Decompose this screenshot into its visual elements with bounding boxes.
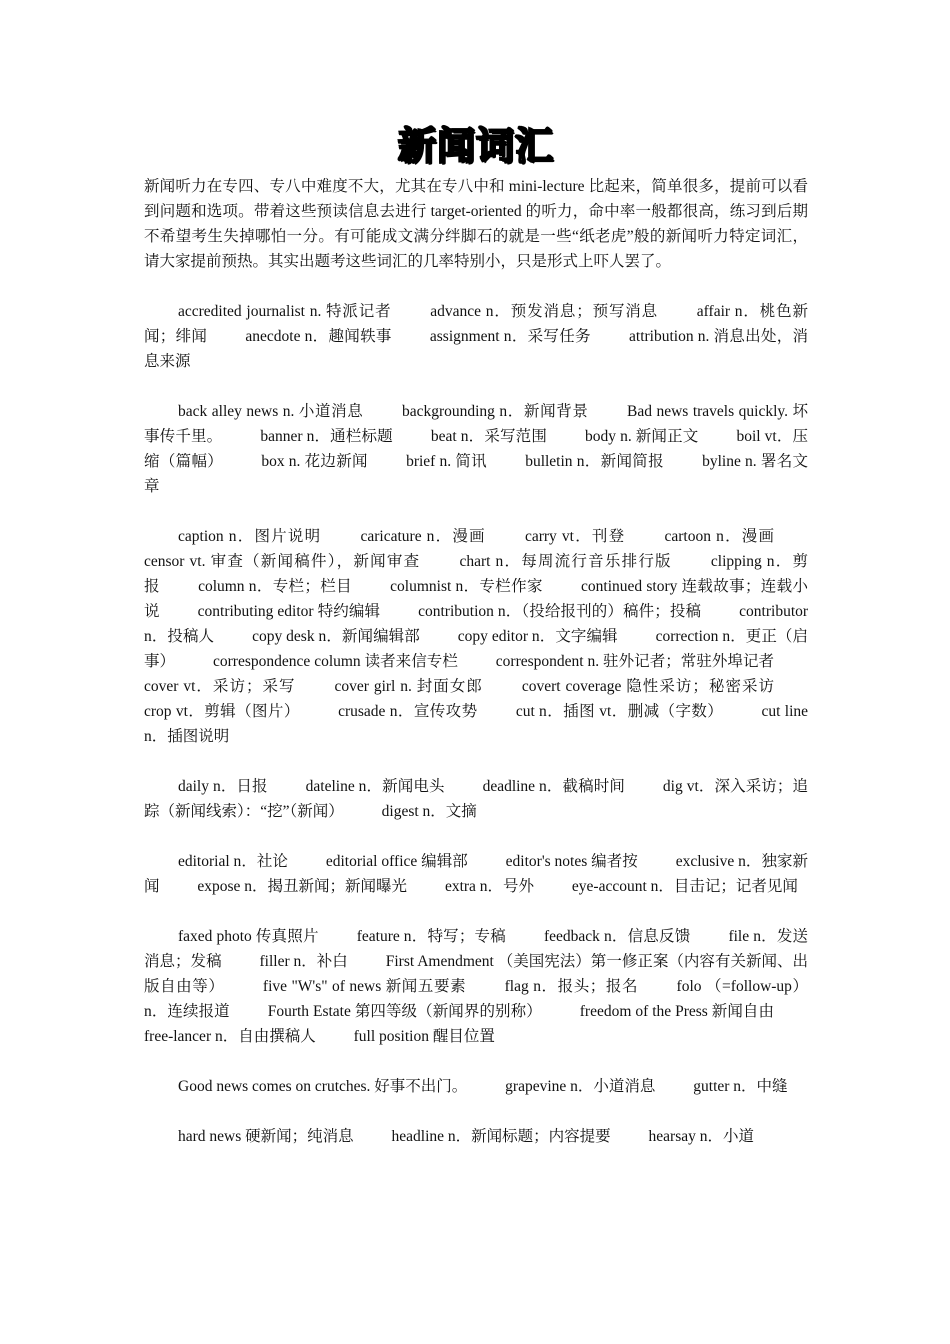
vocab-entry: assignment n．采写任务: [429, 328, 591, 345]
vocab-entry: copy desk n．新闻编辑部: [252, 628, 420, 645]
intro-paragraph: 新闻听力在专四、专八中难度不大，尤其在专八中和 mini-lecture 比起来，简单很多，提前可以看到问题和选项。带着这些预读信息去进行 target-oriented 的听力，命中率一般都很高，练习到后期不希望考生失掉哪怕一分。有可能成文满分绊脚石的就是一些“纸老虎”般的新闻听力特定词汇，请大家提前预热。其实出题考这些词汇的几率特别小，只是形式上吓人罢了。: [144, 178, 808, 270]
vocab-entry: brief n. 简讯: [406, 453, 487, 470]
vocab-entry: columnist n．专栏作家: [390, 578, 543, 595]
vocab-entry: hearsay n．小道: [648, 1128, 755, 1145]
vocab-section-f: [144, 924, 808, 1049]
vocab-entry: clipping n．剪报: [144, 553, 809, 595]
vocab-entry: exclusive n．独家新闻: [144, 853, 808, 895]
vocab-entry: beat n．采写范围: [430, 428, 547, 445]
vocab-section-c: [144, 524, 808, 749]
vocab-section-g: [144, 1074, 808, 1099]
document-title: 新闻词汇: [397, 124, 554, 168]
vocab-entry: eye-account n．目击记；记者见闻: [571, 878, 798, 895]
vocab-entry: editorial office 编辑部: [325, 853, 468, 870]
vocab-entry: cover vt．采访；采写: [144, 678, 296, 695]
vocab-entry: byline n. 署名文章: [144, 453, 809, 495]
vocab-entry: cover girl n. 封面女郎: [334, 678, 483, 695]
vocab-entry: hard news 硬新闻；纯消息: [178, 1128, 354, 1145]
vocab-entry: accredited journalist n. 特派记者: [178, 303, 392, 320]
vocab-entry: flag n．报头；报名: [504, 978, 639, 995]
vocab-entry: five "W's" of news 新闻五要素: [262, 978, 467, 995]
vocab-entry: back alley news n. 小道消息: [178, 403, 364, 420]
vocab-entry: grapevine n．小道消息: [505, 1078, 656, 1095]
vocab-entry: filler n．补白: [259, 953, 348, 970]
vocab-entry: correspondence column 读者来信专栏: [213, 653, 458, 670]
vocab-entry: covert coverage 隐性采访；秘密采访: [521, 678, 775, 695]
vocab-entry: caption n．图片说明: [178, 528, 322, 545]
vocab-section-a: [144, 299, 808, 374]
vocab-entry: carry vt．刊登: [524, 528, 626, 545]
vocab-entry: feedback n．信息反馈: [543, 928, 691, 945]
vocab-entry: folo （=follow-up） n．连续报道: [144, 978, 809, 1020]
vocab-entry: expose n．揭丑新闻；新闻曝光: [197, 878, 408, 895]
vocab-entry: continued story 连载故事；连载小说: [144, 578, 808, 620]
vocab-entry: copy editor n．文字编辑: [457, 628, 618, 645]
vocab-section-d: [144, 774, 808, 824]
vocab-entry: backgrounding n．新闻背景: [401, 403, 589, 420]
vocab-entry: dateline n．新闻电头: [305, 778, 445, 795]
vocab-entry: chart n．每周流行音乐排行版: [459, 553, 672, 570]
vocab-entry: caricature n．漫画: [360, 528, 486, 545]
vocab-entry: editorial n．社论: [178, 853, 288, 870]
vocab-entry: crop vt．剪辑（图片）: [144, 703, 300, 720]
vocabulary-list: [144, 299, 808, 1149]
vocab-section-h: [144, 1124, 808, 1149]
vocab-entry: full position 醒目位置: [353, 1028, 495, 1045]
vocab-entry: banner n．通栏标题: [260, 428, 393, 445]
vocab-entry: crusade n．宣传攻势: [338, 703, 478, 720]
vocab-entry: cut line n．插图说明: [144, 703, 809, 745]
vocab-entry: digest n．文摘: [381, 803, 477, 820]
vocab-entry: free-lancer n．自由撰稿人: [144, 1028, 316, 1045]
vocab-entry: body n. 新闻正文: [585, 428, 699, 445]
vocab-entry: First Amendment （美国宪法）第一修正案（内容有关新闻、出版自由等）: [144, 953, 809, 995]
vocab-entry: contributing editor 特约编辑: [197, 603, 381, 620]
vocab-entry: file n．发送消息；发稿: [144, 928, 809, 970]
vocab-entry: correspondent n. 驻外记者；常驻外埠记者: [495, 653, 774, 670]
vocab-entry: advance n．预发消息；预写消息: [430, 303, 659, 320]
vocab-entry: editor's notes 编者按: [505, 853, 638, 870]
vocab-entry: headline n．新闻标题；内容提要: [391, 1128, 611, 1145]
vocab-section-e: [144, 849, 808, 899]
vocab-entry: deadline n．截稿时间: [482, 778, 625, 795]
vocab-entry: box n. 花边新闻: [261, 453, 368, 470]
vocab-entry: feature n．特写；专稿: [356, 928, 506, 945]
vocab-entry: bulletin n．新闻简报: [525, 453, 664, 470]
vocab-entry: affair n．桃色新闻；绯闻: [144, 303, 809, 345]
vocab-entry: attribution n. 消息出处，消息来源: [144, 328, 809, 370]
vocab-entry: correction n．更正（启事）: [144, 628, 808, 670]
vocab-entry: boil vt．压缩（篇幅）: [144, 428, 809, 470]
vocab-entry: contributor n．投稿人: [144, 603, 809, 645]
vocab-entry: freedom of the Press 新闻自由: [579, 1003, 775, 1020]
vocab-entry: column n．专栏；栏目: [198, 578, 352, 595]
vocab-section-b: [144, 399, 808, 499]
vocab-entry: dig vt．深入采访；追踪（新闻线索）：“挖”（新闻）: [144, 778, 809, 820]
vocab-entry: daily n．日报: [178, 778, 268, 795]
vocab-entry: contribution n．（投给报刊的）稿件；投稿: [418, 603, 702, 620]
vocab-entry: Good news comes on crutches. 好事不出门。: [178, 1078, 468, 1095]
vocab-entry: cartoon n．漫画: [664, 528, 775, 545]
document-page: [144, 118, 808, 1165]
vocab-entry: cut n．插图 vt．删减（字数）: [515, 703, 724, 720]
vocab-entry: anecdote n．趣闻轶事: [245, 328, 392, 345]
vocab-entry: Bad news travels quickly. 坏事传千里。: [144, 403, 809, 445]
vocab-entry: gutter n．中缝: [693, 1078, 788, 1095]
vocab-entry: censor vt. 审查（新闻稿件），新闻审查: [144, 553, 421, 570]
vocab-entry: Fourth Estate 第四等级（新闻界的别称）: [267, 1003, 542, 1020]
vocab-entry: faxed photo 传真照片: [178, 928, 319, 945]
vocab-entry: extra n．号外: [444, 878, 535, 895]
